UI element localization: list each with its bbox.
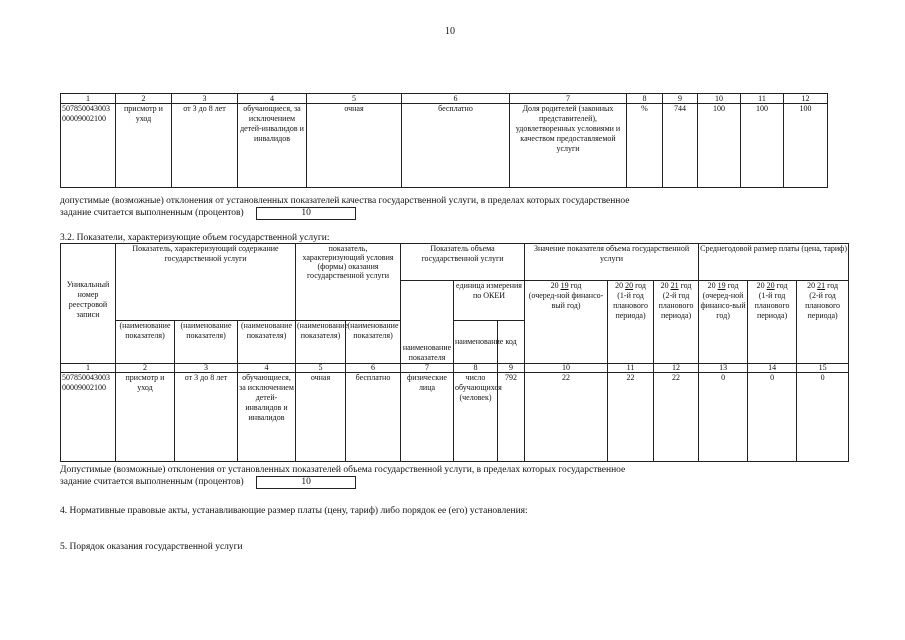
table-row: 507850043003 00009002100 присмотр и уход от 3 до 8 лет обучающиеся, за исключением детей-инвалидов и инвалидов очная бесплатно Доля родителей (законных представителей), удовлетворенных условиями и качеством предоставляемой услуги % 744 100 100 100 [61, 104, 828, 188]
table-header-numbers: 1 2 3 4 5 6 7 8 9 10 11 12 13 14 15 [61, 363, 849, 372]
unit-header: единица измерения по ОКЕИ [454, 280, 525, 320]
quality-table [60, 93, 828, 188]
table-row: 507850043003 00009002100 присмотр и уход от 3 до 8 лет обучающиеся, за исключением детей-инвалидов и инвалидов очная бесплатно физические лица число обучающихся (человек) 792 22 22 22 0 0 0 [61, 372, 849, 461]
quality-deviation-value: 10 [256, 207, 356, 220]
table-header-numbers: 1 2 3 4 5 6 7 8 9 10 11 12 [61, 94, 828, 104]
section-4: 4. Нормативные правовые акты, устанавливающие размер платы (цену, тариф) либо порядок ее (его) установления: [60, 506, 528, 516]
registry-number: 507850043003 00009002100 [61, 372, 116, 461]
year-label: 20 19 год [550, 280, 582, 290]
fee-header: Среднегодовой размер платы (цена, тариф) [699, 244, 849, 281]
volume-header: Показатель объема государственной услуги [401, 244, 525, 281]
conditions-header: показатель, характеризующий условия (формы) оказания государственной услуги [296, 244, 401, 281]
content-header: Показатель, характеризующий содержание государственной услуги [116, 244, 296, 281]
section-5: 5. Порядок оказания государственной услуги [60, 542, 243, 552]
section-title: 3.2. Показатели, характеризующие объем государственной услуги: [60, 233, 330, 243]
volume-deviation: Допустимые (возможные) отклонения от установленных показателей объема государственной услуги, в пределах которых государственное задание считается выполненным (процентов) 10 [60, 465, 626, 487]
page-number: 10 [445, 26, 455, 37]
quality-deviation: допустимые (возможные) отклонения от установленных показателей качества государственной услуги, в пределах которых государственное задание считается выполненным (процентов) 10 [60, 196, 630, 218]
value-header: Значение показателя объема государственной услуги [525, 244, 699, 281]
volume-table: Показатель, характеризующий содержание государственной услуги показатель, характеризующий условия (формы) оказания государственной услуги Показатель объема государственной услуги Значение показателя объема государственной услуги Среднегодовой размер платы (цена, тариф) Уникальный номер реестровой записи наименование показателя единица измерения по ОКЕИ 20 19 год (очеред-ной финансо-вый год) 20 20 год (1-й год планового периода) 20 21 год (2-й год планового периода) 20 19 год (очеред-ной финансо-вый год) 20 20 год (1-й год планового периода) 20 21 год (2-й год планового периода) (наименование показателя) (наименование показателя) (наименование показателя) (наименование показателя) (наименование показателя) наименование код 1 2 3 4 5 6 7 8 9 10 11 12 13 14 15 507850043003 00009002100 присмотр и уход от 3 до 8 лет обучающиеся, за исключением детей-инвалидов и инвалидов очная бесплатно физические лица число обучающихся (человек) 792 22 22 22 0 0 0 [60, 243, 849, 462]
volume-deviation-value: 10 [256, 476, 356, 489]
registry-number: 507850043003 00009002100 [61, 104, 116, 188]
unique-header: Уникальный номер реестровой записи [61, 280, 116, 320]
